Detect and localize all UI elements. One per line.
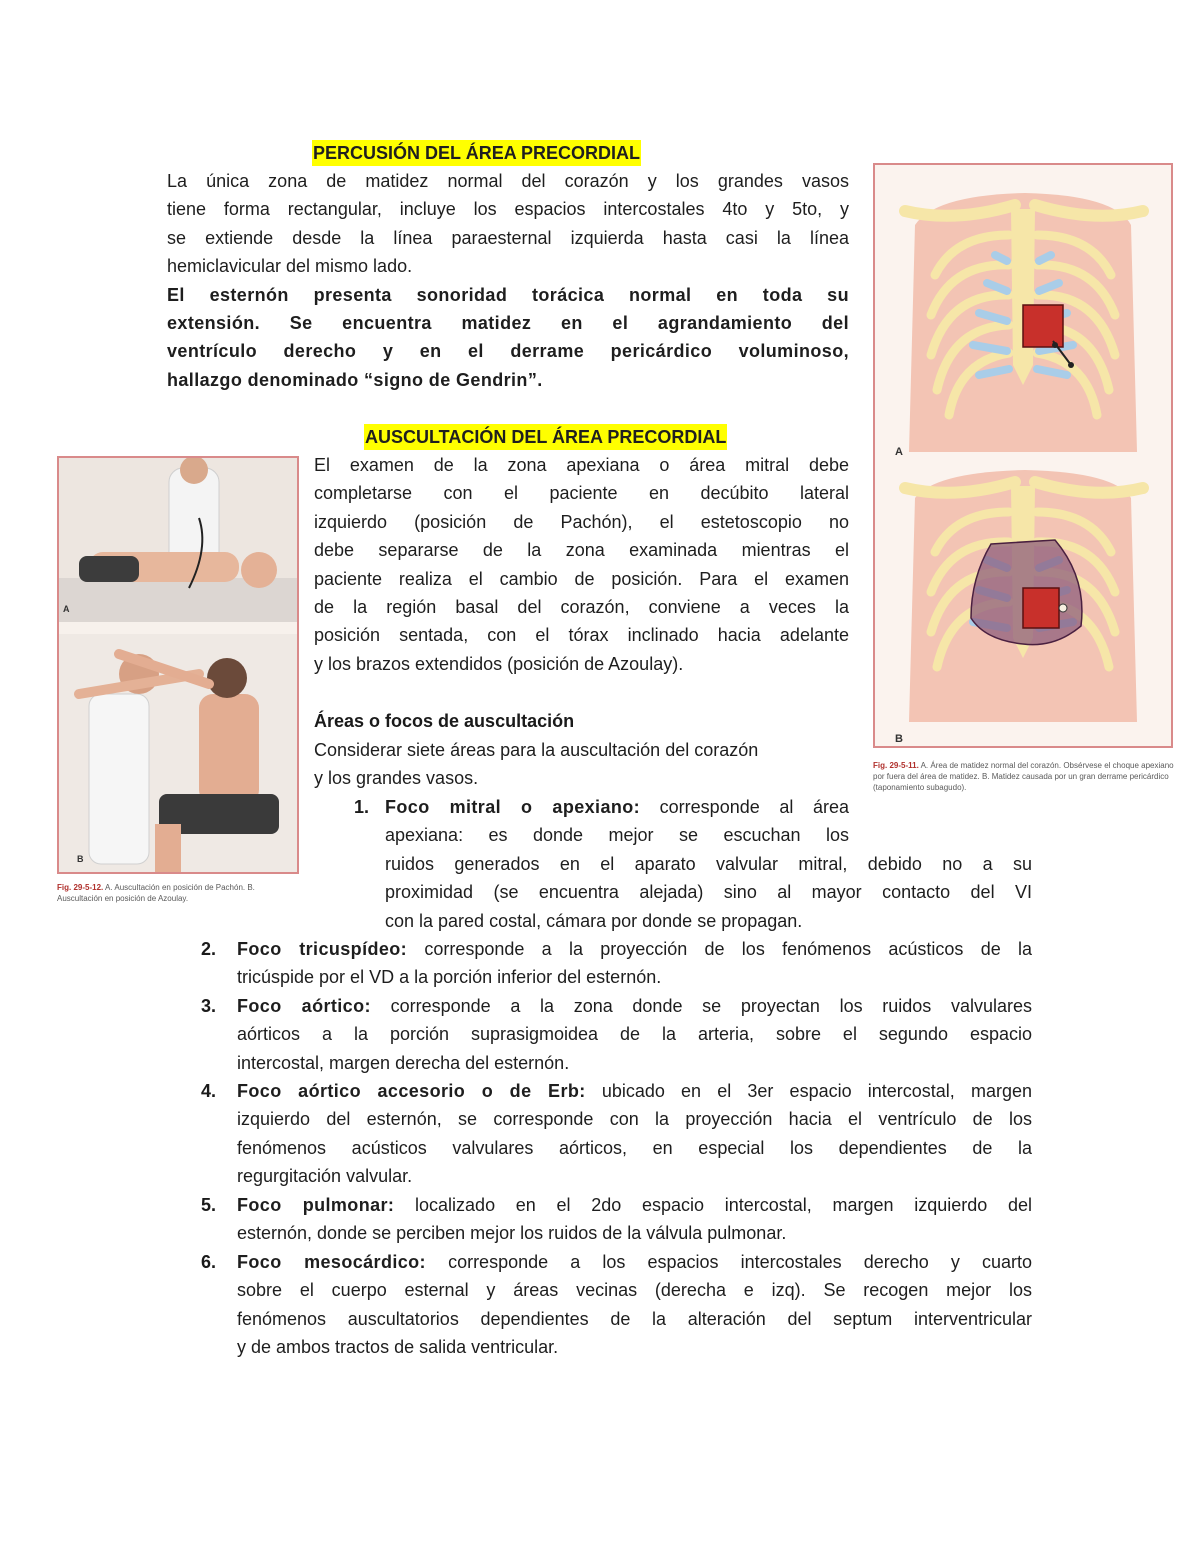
bold-text-line: El esternón presenta sonoridad torácica normal en toda su [167,284,849,305]
text-line: sobre el cuerpo esternal y áreas vecinas (derecha e izq). Se recogen mejor los [237,1280,1032,1301]
text-line: y los grandes vasos. [314,768,479,789]
text-line: regurgitación valvular. [237,1166,413,1187]
percusion-title: PERCUSIÓN DEL ÁREA PRECORDIAL [312,140,641,166]
text-line: y los brazos extendidos (posición de Azoulay). [314,653,684,674]
caption-fig-number: Fig. 29-5-12. [57,883,104,892]
bold-text-line: extensión. Se encuentra matidez en el agrandamiento del [167,312,849,333]
text-line: intercostal, margen derecha del esternón. [237,1052,570,1073]
item-term: Foco aórtico: [237,996,371,1016]
item-term: Foco mesocárdico: [237,1252,426,1272]
areas-intro [314,736,854,793]
thorax-diagram-a [875,165,1171,452]
text-line: El examen de la zona apexiana o área mitral debe [314,455,849,475]
photo-azoulay-position [59,634,297,872]
text-line: y de ambos tractos de salida ventricular. [237,1337,559,1358]
text-line: fenómenos auscultatorios dependientes de la alteración del septum interventricular [237,1308,1032,1329]
text-line [237,1248,1032,1276]
areas-title: Áreas o focos de auscultación [314,711,575,731]
text-line: debe separarse de la zona examinada mientras el [314,540,849,561]
figure-label-b: B [895,733,903,745]
text-line: completarse con el paciente en decúbito lateral [314,483,849,504]
text-line: fenómenos acústicos valvulares aórticos, en especial los dependientes de la [237,1137,1032,1158]
text-line: tricúspide por el VD a la porción inferior del esternón. [237,967,662,988]
text-line: de la región basal del corazón, conviene a veces la [314,596,849,617]
text-line [237,992,1032,1020]
item-term: Foco tricuspídeo: [237,939,408,959]
item-text: ubicado en el 3er espacio intercostal, margen [601,1081,1032,1101]
text-line [237,1191,1032,1219]
caption-text: A. Auscultación en posición de Pachón. B. Auscultación en posición de Azoulay. [57,883,255,903]
list-item-foco-erb [237,1077,1032,1191]
list-item-foco-mitral [385,793,1032,935]
item-text: corresponde a los espacios intercostales derecho y cuarto [448,1252,1032,1272]
text-line: izquierdo del esternón, se corresponde con la proyección hacia el ventrículo de los [237,1109,1032,1130]
list-number: 1. [354,797,370,817]
text-line: proximidad (se encuentra alejada) sino al mayor contacto del VI [385,882,1032,903]
figure-label-a: A [895,446,903,458]
text-line: posición sentada, con el tórax inclinado hacia adelante [314,625,849,646]
text-line: con la pared costal, cámara por donde se propagan. [385,910,803,931]
text-line: esternón, donde se perciben mejor los ruidos de la válvula pulmonar. [237,1223,787,1244]
text-line [237,935,1032,963]
list-number: 4. [201,1081,217,1101]
item-text: corresponde a la zona donde se proyectan los ruidos valvulares [390,996,1032,1016]
thorax-figure [873,163,1173,748]
photo-label-b: B [77,854,84,864]
text-line: Considerar siete áreas para la auscultación del corazón [314,740,759,760]
item-text: localizado en el 2do espacio intercostal, margen izquierdo del [415,1195,1032,1215]
text-line: izquierdo (posición de Pachón), el estetoscopio no [314,511,849,532]
text-line: ruidos generados en el aparato valvular mitral, debido no a su [385,853,1032,874]
percusion-paragraph [167,167,849,394]
text-line: aórticos a la porción suprasigmoidea de la arteria, sobre el segundo espacio [237,1024,1032,1045]
text-line: La única zona de matidez normal del corazón y los grandes vasos [167,171,849,191]
text-line [237,1077,1032,1105]
list-number: 3. [201,996,217,1016]
list-item-foco-aortico [237,992,1032,1077]
auscultation-photos-figure [57,456,299,874]
item-term: Foco aórtico accesorio o de Erb: [237,1081,586,1101]
item-term: Foco mitral o apexiano: [385,797,641,817]
caption-fig-number: Fig. 29-5-11. [873,761,919,770]
text-line: hemiclavicular del mismo lado. [167,256,413,277]
item-text: corresponde a la proyección de los fenómenos acústicos de la [424,939,1032,959]
photo-label-a: A [63,604,70,614]
auscultacion-paragraph [314,451,849,678]
caption-text: A. Área de matidez normal del corazón. Obsérvese el choque apexiano por fuera del área de matidez. B. Matidez causada por un gran derrame pericárdico (taponamiento subagudo). [873,761,1174,792]
list-number: 2. [201,939,217,959]
list-item-foco-mesocardico [237,1248,1032,1362]
text-line: paciente realiza el cambio de posición. Para el examen [314,568,849,589]
text-line: se extiende desde la línea paraesternal izquierda hasta casi la línea [167,227,849,248]
thorax-diagram-b [875,458,1171,722]
photo-pachon-position [59,458,297,622]
thorax-figure-caption [873,760,1178,793]
item-term: Foco pulmonar: [237,1195,395,1215]
list-item-foco-pulmonar [237,1191,1032,1248]
list-number: 5. [201,1195,217,1215]
bold-text-line: hallazgo denominado “signo de Gendrin”. [167,369,543,390]
list-item-foco-tricuspideo [237,935,1032,992]
item-text: corresponde al área [659,797,849,817]
text-line: apexiana: es donde mejor se escuchan los [385,825,849,846]
bold-text-line: ventrículo derecho y en el derrame pericárdico voluminoso, [167,341,849,362]
text-line: tiene forma rectangular, incluye los espacios intercostales 4to y 5to, y [167,199,849,220]
auscultacion-title: AUSCULTACIÓN DEL ÁREA PRECORDIAL [364,424,727,450]
list-number: 6. [201,1252,217,1272]
photos-figure-caption [57,882,299,904]
text-line [385,793,849,821]
